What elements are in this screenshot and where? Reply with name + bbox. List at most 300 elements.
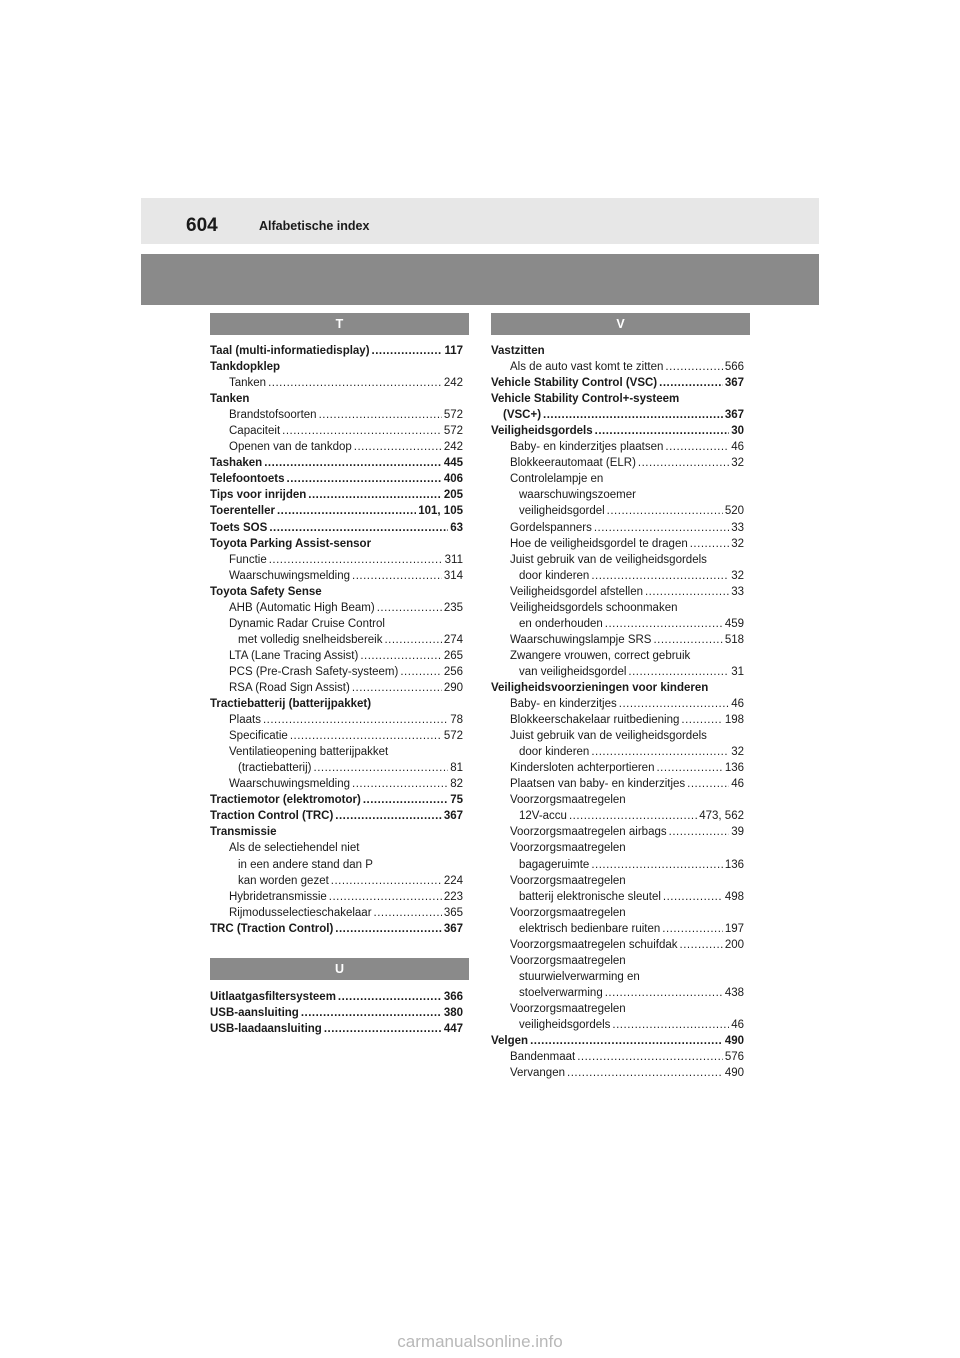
dot-leader bbox=[372, 343, 443, 359]
index-entry-page: 242 bbox=[443, 377, 463, 390]
dot-leader bbox=[656, 760, 722, 776]
index-entry-label: Velgen bbox=[491, 1035, 529, 1048]
index-entry bbox=[491, 584, 744, 600]
index-entry-label: Toyota Parking Assist-sensor bbox=[210, 537, 372, 550]
dot-leader bbox=[638, 455, 729, 471]
dot-leader bbox=[269, 552, 443, 568]
index-entry bbox=[491, 520, 744, 536]
index-entry-page: 63 bbox=[450, 521, 463, 534]
index-entry-page: 197 bbox=[724, 922, 744, 935]
dot-leader bbox=[354, 439, 442, 455]
dot-leader bbox=[687, 776, 729, 792]
index-entry-page: 46 bbox=[731, 698, 744, 711]
index-entry-label: Toets SOS bbox=[210, 521, 268, 534]
dot-leader bbox=[577, 1049, 723, 1065]
index-entry-page: 32 bbox=[731, 569, 744, 582]
index-entry bbox=[491, 1033, 744, 1049]
dot-leader bbox=[290, 728, 442, 744]
index-entry bbox=[491, 969, 744, 985]
index-entry-label: Voorzorgsmaatregelen airbags bbox=[510, 826, 667, 839]
index-entry bbox=[210, 840, 463, 856]
dot-leader bbox=[681, 712, 722, 728]
index-entry-label: Voorzorgsmaatregelen bbox=[510, 1002, 626, 1015]
dot-leader bbox=[360, 648, 441, 664]
index-entry-page: 473, 562 bbox=[699, 810, 744, 823]
dot-leader bbox=[591, 857, 722, 873]
dot-leader bbox=[301, 1005, 442, 1021]
index-entry-label: Vehicle Stability Control+-systeem bbox=[491, 393, 680, 406]
index-entry-page: 136 bbox=[724, 858, 744, 871]
index-entry bbox=[491, 471, 744, 487]
index-entry-label: Baby- en kinderzitjes bbox=[510, 698, 617, 711]
index-entry bbox=[491, 696, 744, 712]
index-entry bbox=[491, 503, 744, 519]
index-entry-label: Bandenmaat bbox=[510, 1051, 576, 1064]
index-entry-page: 224 bbox=[443, 874, 463, 887]
index-entry-page: 136 bbox=[724, 762, 744, 775]
index-entry-label: Brandstofsoorten bbox=[229, 409, 317, 422]
index-entry-label: en onderhouden bbox=[519, 617, 603, 630]
index-entry-label: Tractiemotor (elektromotor) bbox=[210, 794, 361, 807]
index-entry bbox=[210, 584, 463, 600]
index-entry-label: Veiligheidsvoorzieningen voor kinderen bbox=[491, 681, 709, 694]
index-entry bbox=[210, 680, 463, 696]
index-entry bbox=[491, 776, 744, 792]
index-entry-label: veiligheidsgordels bbox=[519, 1018, 611, 1031]
index-entry-label: Blokkeerschakelaar ruitbediening bbox=[510, 714, 680, 727]
dot-leader bbox=[282, 423, 442, 439]
index-entry-label: waarschuwingszoemer bbox=[519, 489, 636, 502]
index-entry-label: Rijmodusselectieschakelaar bbox=[229, 906, 372, 919]
dot-leader bbox=[319, 407, 442, 423]
index-entry-label: Tashaken bbox=[210, 457, 263, 470]
dot-leader bbox=[662, 921, 723, 937]
index-entry-label: Waarschuwingsmelding bbox=[229, 569, 351, 582]
index-entry-page: 235 bbox=[443, 601, 463, 614]
index-entry-label: batterij elektronische sleutel bbox=[519, 890, 661, 903]
index-entry bbox=[210, 696, 463, 712]
index-entry-page: 33 bbox=[731, 585, 744, 598]
index-entry-page: 39 bbox=[731, 826, 744, 839]
dot-leader bbox=[594, 520, 729, 536]
index-entry-page: 438 bbox=[724, 986, 744, 999]
index-entry-page: 75 bbox=[450, 794, 463, 807]
index-entry bbox=[210, 792, 463, 808]
index-entry-page: 274 bbox=[443, 633, 463, 646]
index-entry-label: Specificatie bbox=[229, 730, 288, 743]
index-entry-label: Juist gebruik van de veiligheidsgordels bbox=[510, 553, 707, 566]
index-entry-page: 576 bbox=[724, 1051, 744, 1064]
index-entry-page: 290 bbox=[443, 681, 463, 694]
index-entry bbox=[491, 857, 744, 873]
index-entry bbox=[491, 343, 744, 359]
index-entry-label: Kindersloten achterportieren bbox=[510, 762, 655, 775]
index-entry bbox=[210, 808, 463, 824]
index-entry-label: Vehicle Stability Control (VSC) bbox=[491, 377, 658, 390]
index-entry bbox=[491, 375, 744, 391]
index-entry bbox=[491, 648, 744, 664]
index-entry-label: Capaciteit bbox=[229, 425, 281, 438]
index-entry bbox=[210, 343, 463, 359]
index-entry-page: 32 bbox=[731, 537, 744, 550]
index-entry-label: Toyota Safety Sense bbox=[210, 585, 322, 598]
index-entry-label: Traction Control (TRC) bbox=[210, 810, 334, 823]
dot-leader bbox=[665, 359, 722, 375]
index-entry bbox=[210, 616, 463, 632]
index-entry bbox=[491, 985, 744, 1001]
index-entry-page: 117 bbox=[444, 345, 463, 357]
index-entry bbox=[210, 536, 463, 552]
index-entry bbox=[210, 648, 463, 664]
index-entry-label: Waarschuwingsmelding bbox=[229, 778, 351, 791]
dot-leader bbox=[264, 455, 442, 471]
index-entry-page: 314 bbox=[443, 569, 463, 582]
index-entry-label: Blokkeerautomaat (ELR) bbox=[510, 457, 636, 470]
dot-leader bbox=[669, 824, 730, 840]
index-entry-page: 520 bbox=[724, 505, 744, 518]
page-header bbox=[141, 198, 819, 244]
dot-leader bbox=[530, 1033, 723, 1049]
index-entry-page: 101, 105 bbox=[418, 505, 463, 518]
index-entry bbox=[210, 889, 463, 905]
dot-leader bbox=[352, 568, 442, 584]
index-list-v bbox=[491, 343, 744, 1081]
index-entry-label: Als de auto vast komt te zitten bbox=[510, 361, 664, 374]
index-entry-label: Plaats bbox=[229, 714, 261, 727]
index-entry-label: Toerenteller bbox=[210, 505, 275, 518]
index-entry-page: 223 bbox=[443, 890, 463, 903]
index-entry bbox=[491, 407, 744, 423]
letter-heading-v: V bbox=[491, 313, 750, 335]
index-entry-label: Openen van de tankdop bbox=[229, 441, 352, 454]
index-entry bbox=[210, 1005, 463, 1021]
index-entry bbox=[491, 423, 744, 439]
index-entry bbox=[210, 471, 463, 487]
index-entry-label: in een andere stand dan P bbox=[238, 858, 373, 871]
index-entry-page: 265 bbox=[443, 649, 463, 662]
index-entry bbox=[491, 359, 744, 375]
index-entry-label: met volledig snelheidsbereik bbox=[238, 633, 383, 646]
dot-leader bbox=[268, 375, 442, 391]
index-entry-page: 32 bbox=[731, 746, 744, 759]
dot-leader bbox=[653, 632, 722, 648]
index-entry bbox=[210, 1021, 463, 1037]
index-entry bbox=[210, 455, 463, 471]
index-entry bbox=[210, 744, 463, 760]
index-entry-label: Baby- en kinderzitjes plaatsen bbox=[510, 441, 664, 454]
index-entry-page: 30 bbox=[731, 425, 744, 438]
index-entry-label: Vervangen bbox=[510, 1067, 565, 1080]
index-entry-label: (VSC+) bbox=[503, 409, 542, 422]
index-entry-page: 406 bbox=[443, 473, 463, 486]
index-entry-label: kan worden gezet bbox=[238, 874, 329, 887]
page-title: Alfabetische index bbox=[259, 219, 370, 233]
index-entry bbox=[491, 664, 744, 680]
index-entry-label: TRC (Traction Control) bbox=[210, 922, 334, 935]
dot-leader bbox=[384, 632, 441, 648]
index-entry-page: 380 bbox=[443, 1007, 463, 1020]
index-entry bbox=[210, 873, 463, 889]
index-entry bbox=[210, 391, 463, 407]
dot-leader bbox=[324, 1021, 442, 1037]
index-entry-label: Hybridetransmissie bbox=[229, 890, 327, 903]
index-entry-label: Juist gebruik van de veiligheidsgordels bbox=[510, 730, 707, 743]
index-entry-page: 447 bbox=[443, 1023, 463, 1036]
index-entry-label: Uitlaatgasfiltersysteem bbox=[210, 991, 336, 1003]
index-entry bbox=[210, 776, 463, 792]
dot-leader bbox=[363, 792, 448, 808]
dot-leader bbox=[374, 905, 442, 921]
index-entry-label: door kinderen bbox=[519, 569, 590, 582]
dot-leader bbox=[619, 696, 729, 712]
index-entry-page: 46 bbox=[731, 1018, 744, 1031]
index-entry bbox=[210, 407, 463, 423]
index-entry bbox=[491, 808, 744, 824]
index-entry bbox=[491, 1017, 744, 1033]
dot-leader bbox=[665, 439, 729, 455]
index-entry bbox=[491, 840, 744, 856]
index-entry-label: Voorzorgsmaatregelen bbox=[510, 842, 626, 855]
index-entry bbox=[210, 905, 463, 921]
index-entry-label: USB-aansluiting bbox=[210, 1007, 299, 1020]
index-entry-label: Telefoontoets bbox=[210, 473, 285, 486]
watermark: carmanualsonline.info bbox=[397, 1332, 563, 1351]
index-entry-page: 78 bbox=[450, 714, 463, 727]
index-entry-label: (tractiebatterij) bbox=[238, 762, 312, 775]
index-entry-page: 256 bbox=[443, 665, 463, 678]
dot-leader bbox=[335, 921, 442, 937]
index-entry-label: Hoe de veiligheidsgordel te dragen bbox=[510, 537, 688, 550]
index-entry-page: 242 bbox=[443, 441, 463, 454]
index-entry bbox=[491, 1049, 744, 1065]
index-entry-label: stuurwielverwarming en bbox=[519, 970, 640, 983]
dot-leader bbox=[659, 375, 723, 391]
dot-leader bbox=[605, 616, 723, 632]
index-entry-page: 459 bbox=[724, 617, 744, 630]
index-entry-page: 311 bbox=[444, 553, 463, 566]
index-entry bbox=[210, 921, 463, 937]
index-entry-label: LTA (Lane Tracing Assist) bbox=[229, 649, 359, 662]
dot-leader bbox=[263, 712, 448, 728]
index-entry-page: 490 bbox=[724, 1067, 744, 1080]
header-band bbox=[141, 254, 819, 305]
index-entry-label: van veiligheidsgordel bbox=[519, 665, 627, 678]
index-entry bbox=[210, 989, 463, 1005]
dot-leader bbox=[567, 1065, 723, 1081]
dot-leader bbox=[335, 808, 442, 824]
index-entry bbox=[210, 760, 463, 776]
index-entry-label: Vastzitten bbox=[491, 345, 545, 357]
index-entry-label: Tanken bbox=[210, 393, 250, 406]
dot-leader bbox=[329, 889, 442, 905]
index-entry-label: Voorzorgsmaatregelen bbox=[510, 874, 626, 887]
index-entry bbox=[491, 921, 744, 937]
index-entry-page: 367 bbox=[724, 377, 744, 390]
index-entry-label: Gordelspanners bbox=[510, 521, 592, 534]
index-entry-page: 205 bbox=[443, 489, 463, 502]
index-entry-label: Tankdopklep bbox=[210, 361, 281, 374]
dot-leader bbox=[352, 776, 448, 792]
index-entry-page: 33 bbox=[731, 521, 744, 534]
index-entry-page: 572 bbox=[443, 730, 463, 743]
dot-leader bbox=[605, 985, 723, 1001]
letter-heading-t: T bbox=[210, 313, 469, 335]
dot-leader bbox=[352, 680, 442, 696]
dot-leader bbox=[287, 471, 442, 487]
page-number: 604 bbox=[186, 215, 218, 236]
index-entry bbox=[210, 712, 463, 728]
index-entry-label: Tanken bbox=[229, 377, 267, 390]
dot-leader bbox=[377, 600, 442, 616]
index-entry bbox=[491, 616, 744, 632]
index-entry-label: door kinderen bbox=[519, 746, 590, 759]
index-entry bbox=[491, 760, 744, 776]
index-entry-label: Voorzorgsmaatregelen bbox=[510, 954, 626, 967]
dot-leader bbox=[277, 503, 416, 519]
dot-leader bbox=[331, 873, 442, 889]
index-entry-page: 572 bbox=[443, 425, 463, 438]
index-entry bbox=[491, 744, 744, 760]
index-list-u bbox=[210, 989, 463, 1037]
index-entry bbox=[491, 391, 744, 407]
index-entry-label: Tractiebatterij (batterijpakket) bbox=[210, 698, 372, 711]
index-entry-page: 498 bbox=[724, 890, 744, 903]
index-entry-label: Functie bbox=[229, 553, 267, 566]
index-entry bbox=[491, 712, 744, 728]
dot-leader bbox=[269, 520, 448, 536]
index-entry-label: 12V-accu bbox=[519, 810, 567, 823]
index-entry bbox=[491, 680, 744, 696]
index-entry-page: 366 bbox=[443, 991, 463, 1003]
index-entry bbox=[491, 937, 744, 953]
index-entry-page: 518 bbox=[724, 633, 744, 646]
dot-leader bbox=[680, 937, 723, 953]
letter-heading-u: U bbox=[210, 958, 469, 980]
index-entry bbox=[491, 439, 744, 455]
index-entry bbox=[491, 728, 744, 744]
index-entry-label: Transmissie bbox=[210, 826, 277, 839]
index-entry-label: Dynamic Radar Cruise Control bbox=[229, 617, 385, 630]
index-entry-label: Veiligheidsgordels schoonmaken bbox=[510, 601, 678, 614]
index-entry-page: 200 bbox=[724, 938, 744, 951]
index-entry bbox=[210, 824, 463, 840]
index-entry-page: 572 bbox=[443, 409, 463, 422]
index-entry bbox=[491, 552, 744, 568]
index-entry-page: 367 bbox=[443, 922, 463, 935]
index-entry bbox=[210, 632, 463, 648]
index-entry-label: Waarschuwingslampje SRS bbox=[510, 633, 652, 646]
index-entry bbox=[210, 568, 463, 584]
index-entry bbox=[210, 503, 463, 519]
dot-leader bbox=[645, 584, 729, 600]
index-entry-page: 490 bbox=[724, 1035, 744, 1048]
index-entry-label: RSA (Road Sign Assist) bbox=[229, 681, 350, 694]
index-entry-label: elektrisch bedienbare ruiten bbox=[519, 922, 661, 935]
index-entry-label: Taal (multi-informatiedisplay) bbox=[210, 345, 370, 357]
index-entry bbox=[491, 824, 744, 840]
index-entry-page: 46 bbox=[731, 778, 744, 791]
index-entry-label: PCS (Pre-Crash Safety-systeem) bbox=[229, 665, 399, 678]
index-entry bbox=[210, 423, 463, 439]
index-entry bbox=[491, 905, 744, 921]
index-entry bbox=[491, 487, 744, 503]
index-entry-page: 445 bbox=[443, 457, 463, 470]
index-list-t bbox=[210, 343, 463, 937]
index-entry bbox=[491, 600, 744, 616]
index-entry bbox=[210, 520, 463, 536]
dot-leader bbox=[314, 760, 449, 776]
index-entry-label: Voorzorgsmaatregelen bbox=[510, 906, 626, 919]
index-entry bbox=[210, 600, 463, 616]
index-entry-page: 31 bbox=[731, 665, 744, 678]
index-entry-label: veiligheidsgordel bbox=[519, 505, 605, 518]
index-entry-label: Voorzorgsmaatregelen bbox=[510, 794, 626, 807]
index-entry bbox=[491, 568, 744, 584]
index-entry bbox=[491, 1065, 744, 1081]
index-entry-label: Veiligheidsgordel afstellen bbox=[510, 585, 643, 598]
index-entry bbox=[210, 487, 463, 503]
dot-leader bbox=[543, 407, 723, 423]
dot-leader bbox=[607, 503, 723, 519]
dot-leader bbox=[628, 664, 729, 680]
index-entry bbox=[210, 728, 463, 744]
dot-leader bbox=[591, 744, 729, 760]
dot-leader bbox=[591, 568, 729, 584]
index-entry-label: Tips voor inrijden bbox=[210, 489, 307, 502]
index-entry bbox=[491, 792, 744, 808]
index-entry bbox=[210, 857, 463, 873]
index-entry bbox=[491, 632, 744, 648]
dot-leader bbox=[308, 487, 442, 503]
dot-leader bbox=[338, 989, 442, 1005]
index-entry-label: Ventilatieopening batterijpakket bbox=[229, 746, 389, 759]
index-entry bbox=[210, 664, 463, 680]
dot-leader bbox=[690, 536, 729, 552]
index-entry bbox=[210, 359, 463, 375]
index-entry bbox=[491, 953, 744, 969]
index-entry-label: AHB (Automatic High Beam) bbox=[229, 601, 375, 614]
index-entry bbox=[491, 889, 744, 905]
index-entry-label: Als de selectiehendel niet bbox=[229, 842, 360, 855]
index-entry-page: 198 bbox=[724, 714, 744, 727]
index-entry-page: 365 bbox=[443, 906, 463, 919]
index-entry bbox=[491, 536, 744, 552]
index-entry-label: bagageruimte bbox=[519, 858, 590, 871]
index-entry bbox=[491, 455, 744, 471]
dot-leader bbox=[612, 1017, 729, 1033]
index-entry bbox=[210, 375, 463, 391]
index-entry-label: Zwangere vrouwen, correct gebruik bbox=[510, 649, 691, 662]
dot-leader bbox=[663, 889, 723, 905]
index-entry bbox=[491, 873, 744, 889]
index-entry-label: USB-laadaansluiting bbox=[210, 1023, 322, 1036]
index-entry-page: 32 bbox=[731, 457, 744, 470]
index-entry-page: 367 bbox=[724, 409, 744, 422]
index-entry-label: Controlelampje en bbox=[510, 473, 604, 486]
dot-leader bbox=[595, 423, 730, 439]
index-entry-label: Voorzorgsmaatregelen schuifdak bbox=[510, 938, 678, 951]
index-entry bbox=[210, 439, 463, 455]
index-entry bbox=[210, 552, 463, 568]
index-entry-page: 566 bbox=[724, 361, 744, 374]
index-entry-page: 82 bbox=[450, 778, 463, 791]
index-entry-label: Veiligheidsgordels bbox=[491, 425, 593, 438]
dot-leader bbox=[400, 664, 441, 680]
index-entry-page: 81 bbox=[450, 762, 463, 775]
index-entry-label: stoelverwarming bbox=[519, 986, 603, 999]
index-entry-page: 367 bbox=[443, 810, 463, 823]
index-entry-page: 46 bbox=[731, 441, 744, 454]
